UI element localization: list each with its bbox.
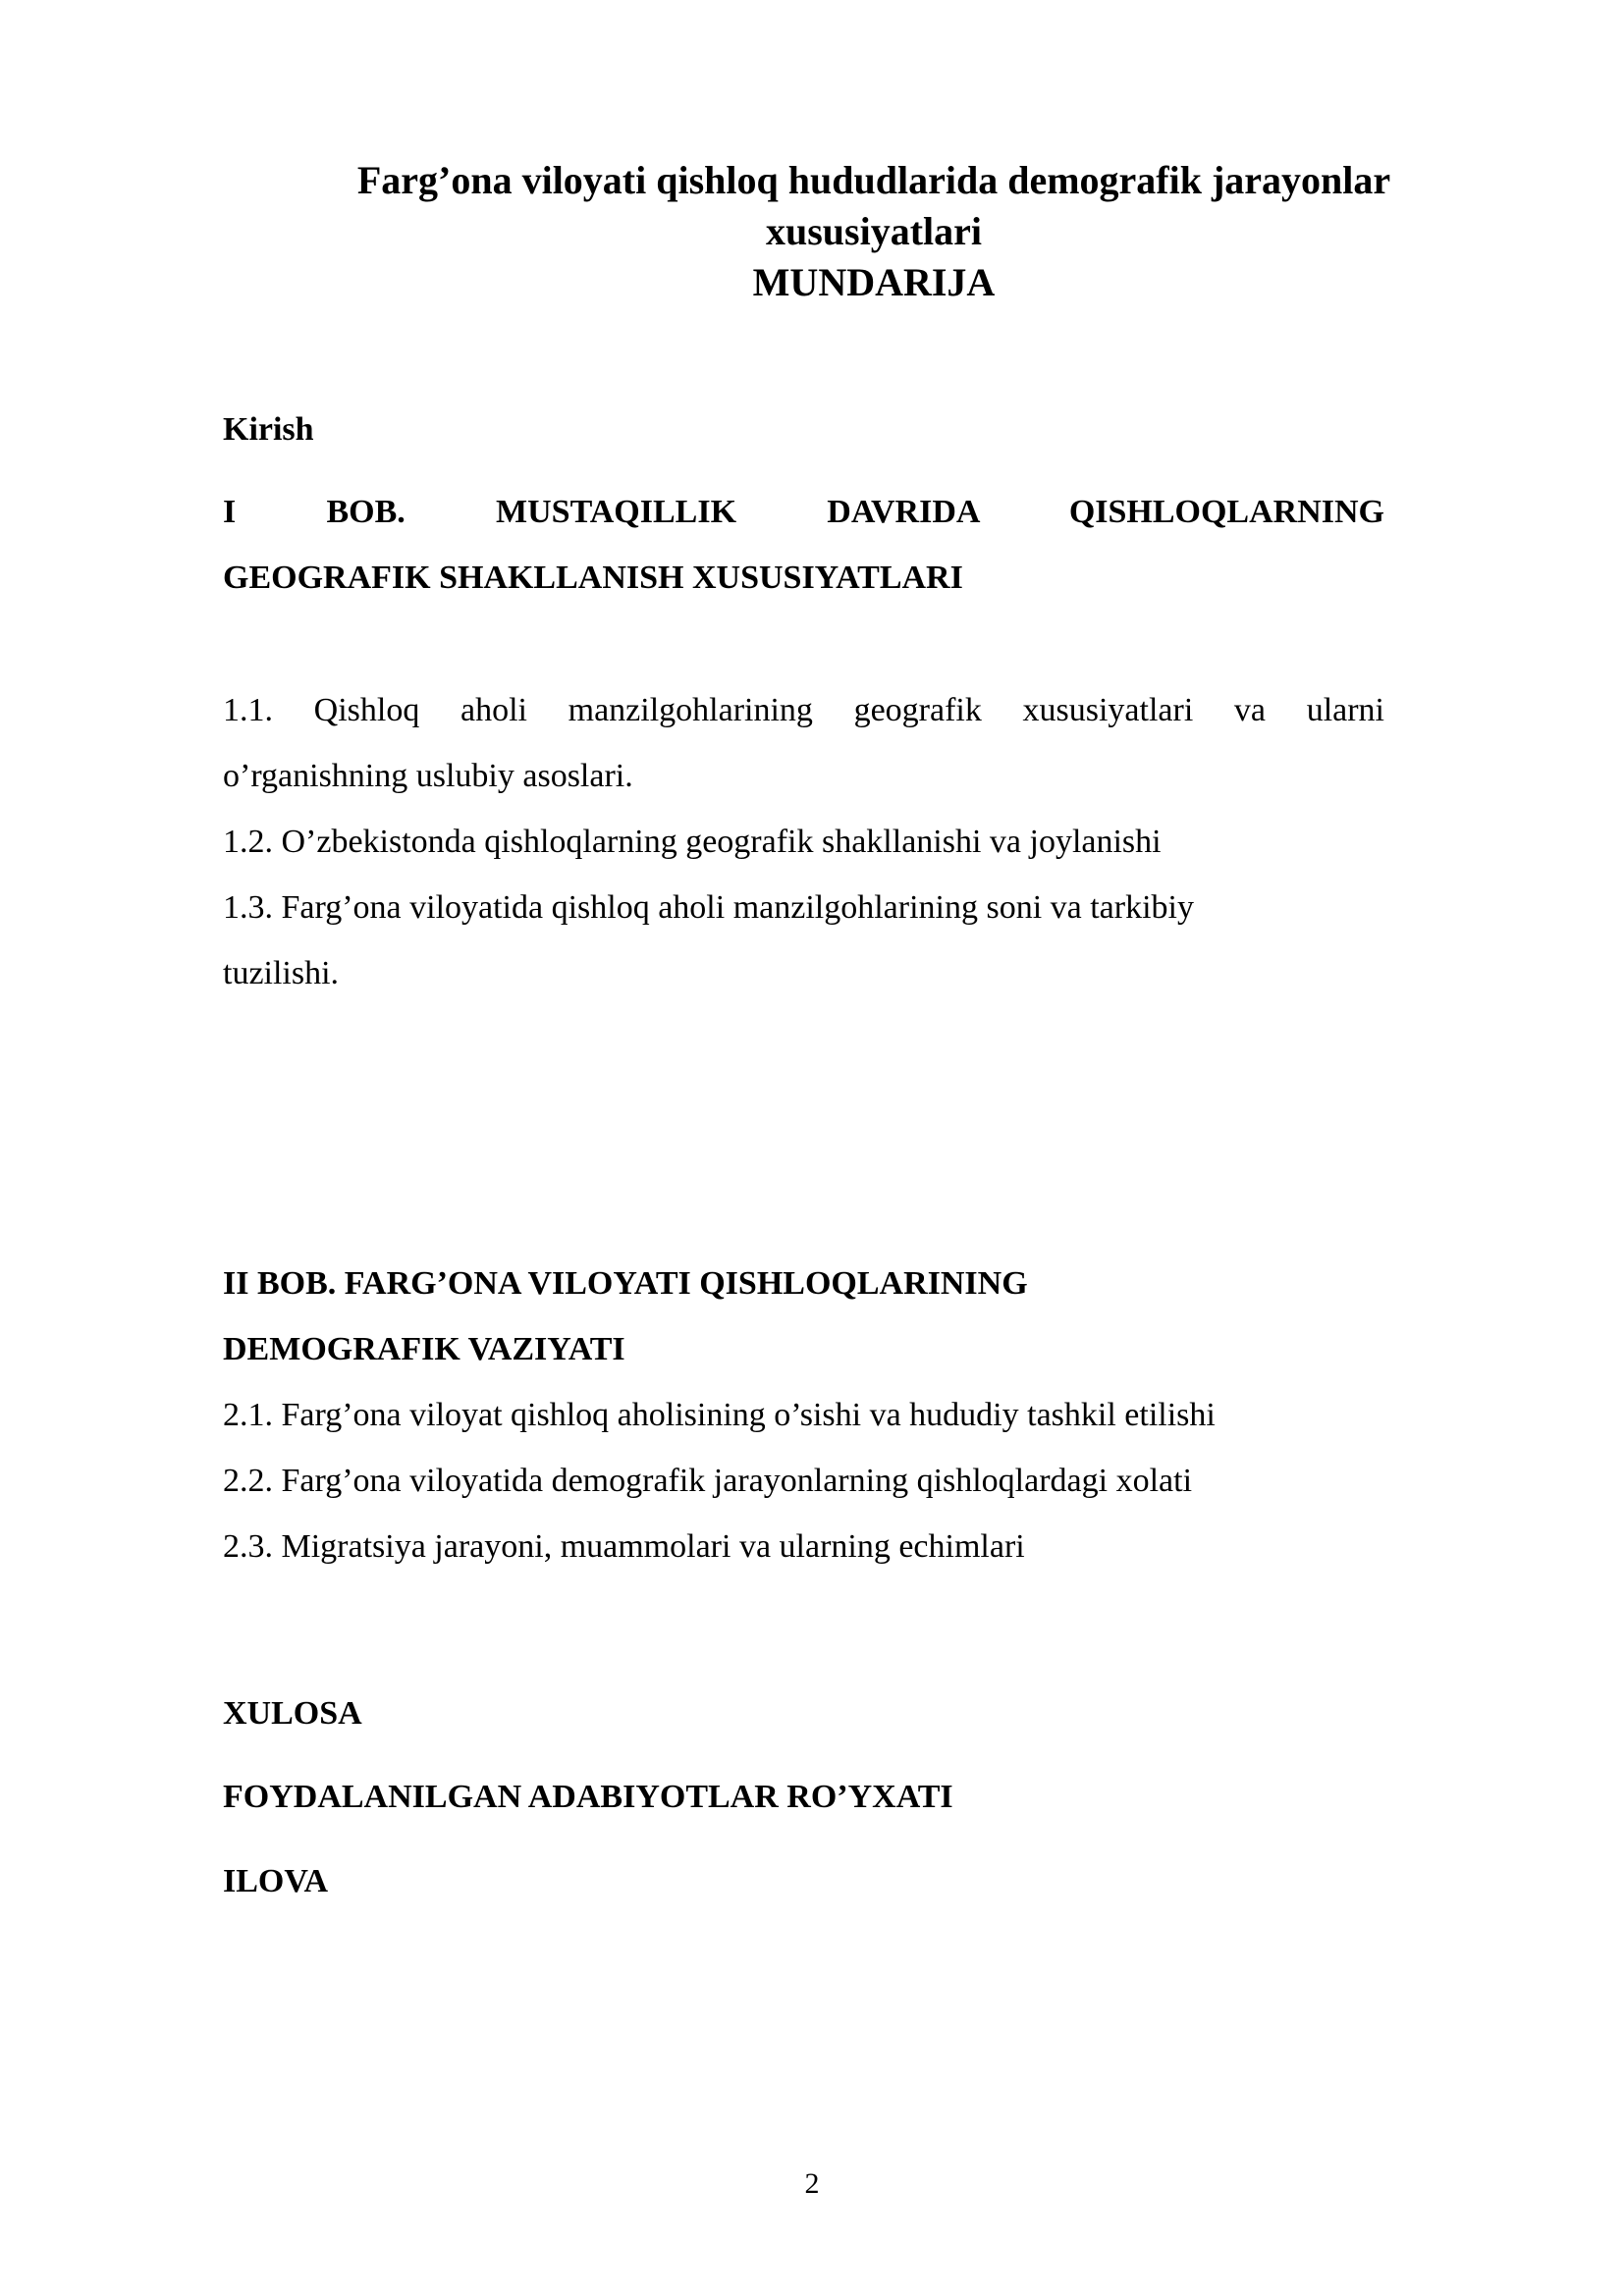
toc-conclusion-label: XULOSA — [223, 1695, 362, 1732]
toc-appendix-label: ILOVA — [223, 1863, 329, 1899]
toc-chapter-1-sections — [223, 677, 1384, 1006]
chapter-2-heading-line-2: DEMOGRAFIK VAZIYATI — [223, 1331, 625, 1367]
section-1-3-line-1: 1.3. Farg’ona viloyatida qishloq aholi manzilgohlarining soni va tarkibiy — [223, 889, 1194, 926]
section-1-2: 1.2. O’zbekistonda qishloqlarning geografik shakllanishi va joylanishi — [223, 824, 1162, 860]
page-number: 2 — [804, 2167, 820, 2200]
toc-references-label: FOYDALANILGAN ADABIYOTLAR RO’YXATI — [223, 1779, 953, 1815]
chapter-1-heading-line-1: I BOB. MUSTAQILLIK DAVRIDA QISHLOQLARNING — [223, 494, 1384, 530]
section-2-1: 2.1. Farg’ona viloyat qishloq aholisining o’sishi va hududiy tashkil etilishi — [223, 1397, 1216, 1433]
section-1-3-line-2: tuzilishi. — [223, 955, 340, 991]
title-line-2: xususiyatlari — [765, 209, 983, 253]
section-2-3: 2.3. Migratsiya jarayoni, muammolari va ularning echimlari — [223, 1528, 1025, 1565]
title-line-1: Farg’ona viloyati qishloq hududlarida demografik jarayonlar — [356, 158, 1391, 202]
toc-intro-label: Kirish — [223, 411, 314, 448]
chapter-2-heading-line-1: II BOB. FARG’ONA VILOYATI QISHLOQLARINING — [223, 1265, 1028, 1302]
toc-intro — [223, 397, 1384, 462]
document-title — [177, 155, 1571, 308]
section-2-2: 2.2. Farg’ona viloyatida demografik jarayonlarning qishloqlardagi xolati — [223, 1463, 1193, 1499]
section-1-1-line-1: 1.1. Qishloq aholi manzilgohlarining geografik xususiyatlari va ularni — [223, 692, 1384, 728]
toc-conclusion — [223, 1681, 1384, 1746]
contents-heading: MUNDARIJA — [752, 260, 996, 304]
chapter-1-heading-line-2: GEOGRAFIK SHAKLLANISH XUSUSIYATLARI — [223, 560, 963, 596]
toc-chapter-1-heading — [223, 479, 1384, 611]
toc-appendix — [223, 1848, 1384, 1914]
section-1-1-line-2: o’rganishning uslubiy asoslari. — [223, 758, 633, 794]
toc-chapter-2 — [223, 1251, 1384, 1579]
toc-references — [223, 1764, 1384, 1830]
